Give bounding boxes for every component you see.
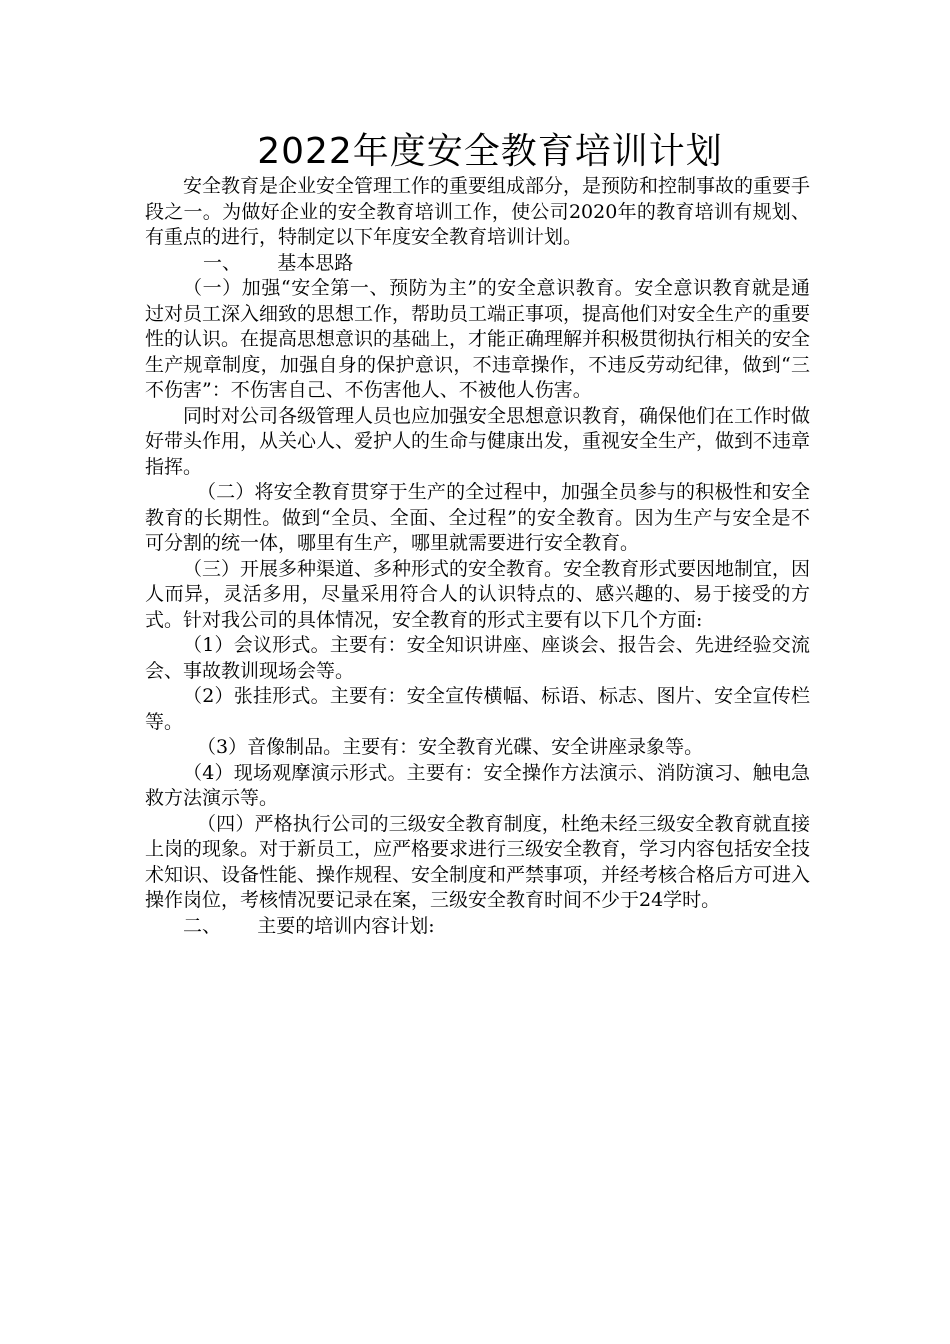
document-title: 2022年度安全教育培训计划	[257, 131, 723, 172]
point-3-paragraph: （三）开展多种渠道、多种形式的安全教育。安全教育形式要因地制宜，因人而异，灵活多用，尽量采用符合人的认识特点的、感兴趣的、易于接受的方式。针对我公司的具体情况，安全教育的形式主要有以下几个方面:	[145, 557, 811, 631]
document-body	[145, 174, 810, 939]
point-2-paragraph: （二）将安全教育贯穿于生产的全过程中，加强全员参与的积极性和安全教育的长期性。做到“全员、全面、全过程”的安全教育。因为生产与安全是不可分割的统一体，哪里有生产，哪里就需要进行安全教育。	[145, 481, 810, 554]
form-demo-paragraph: （4）现场观摩演示形式。主要有：安全操作方法演示、消防演习、触电急救方法演示等。	[145, 761, 810, 809]
point-1-paragraph: （一）加强“安全第一、预防为主”的安全意识教育。安全意识教育就是通过对员工深入细致的思想工作，帮助员工端正事项，提高他们对安全生产的重要性的认识。在提高思想意识的基础上，才能正确理解并积极贯彻执行相关的安全生产规章制度，加强自身的保护意识，不违章操作，不违反劳动纪律，做到“三不伤害”：不伤害自己、不伤害他人、不被他人伤害。	[145, 277, 811, 401]
point-4-paragraph: （四）严格执行公司的三级安全教育制度，杜绝未经三级安全教育就直接上岗的现象。对于新员工，应严格要求进行三级安全教育，学习内容包括安全技术知识、设备性能、操作规程、安全制度和严禁事项，并经考核合格后方可进入操作岗位，考核情况要记录在案，三级安全教育时间不少于24学时。	[145, 812, 811, 911]
form-media-paragraph: （3）音像制品。主要有：安全教育光碟、安全讲座录象等。	[197, 736, 704, 758]
intro-paragraph: 安全教育是企业安全管理工作的重要组成部分，是预防和控制事故的重要手段之一。为做好企业的安全教育培训工作，使公司2020年的教育培训有规划、有重点的进行，特制定以下年度安全教育培训计划。	[145, 175, 811, 248]
form-poster-paragraph: （2）张挂形式。主要有：安全宣传横幅、标语、标志、图片、安全宣传栏等。	[145, 685, 810, 733]
management-paragraph: 同时对公司各级管理人员也应加强安全思想意识教育，确保他们在工作时做好带头作用，从关心人、爱护人的生命与健康出发，重视安全生产，做到不违章指挥。	[145, 404, 811, 478]
section-heading-1: 一、 基本思路	[203, 251, 354, 274]
section-heading-2: 二、 主要的培训内容计划:	[183, 914, 435, 937]
form-meeting-paragraph: （1）会议形式。主要有：安全知识讲座、座谈会、报告会、先进经验交流会、事故教训现场会等。	[145, 634, 810, 682]
